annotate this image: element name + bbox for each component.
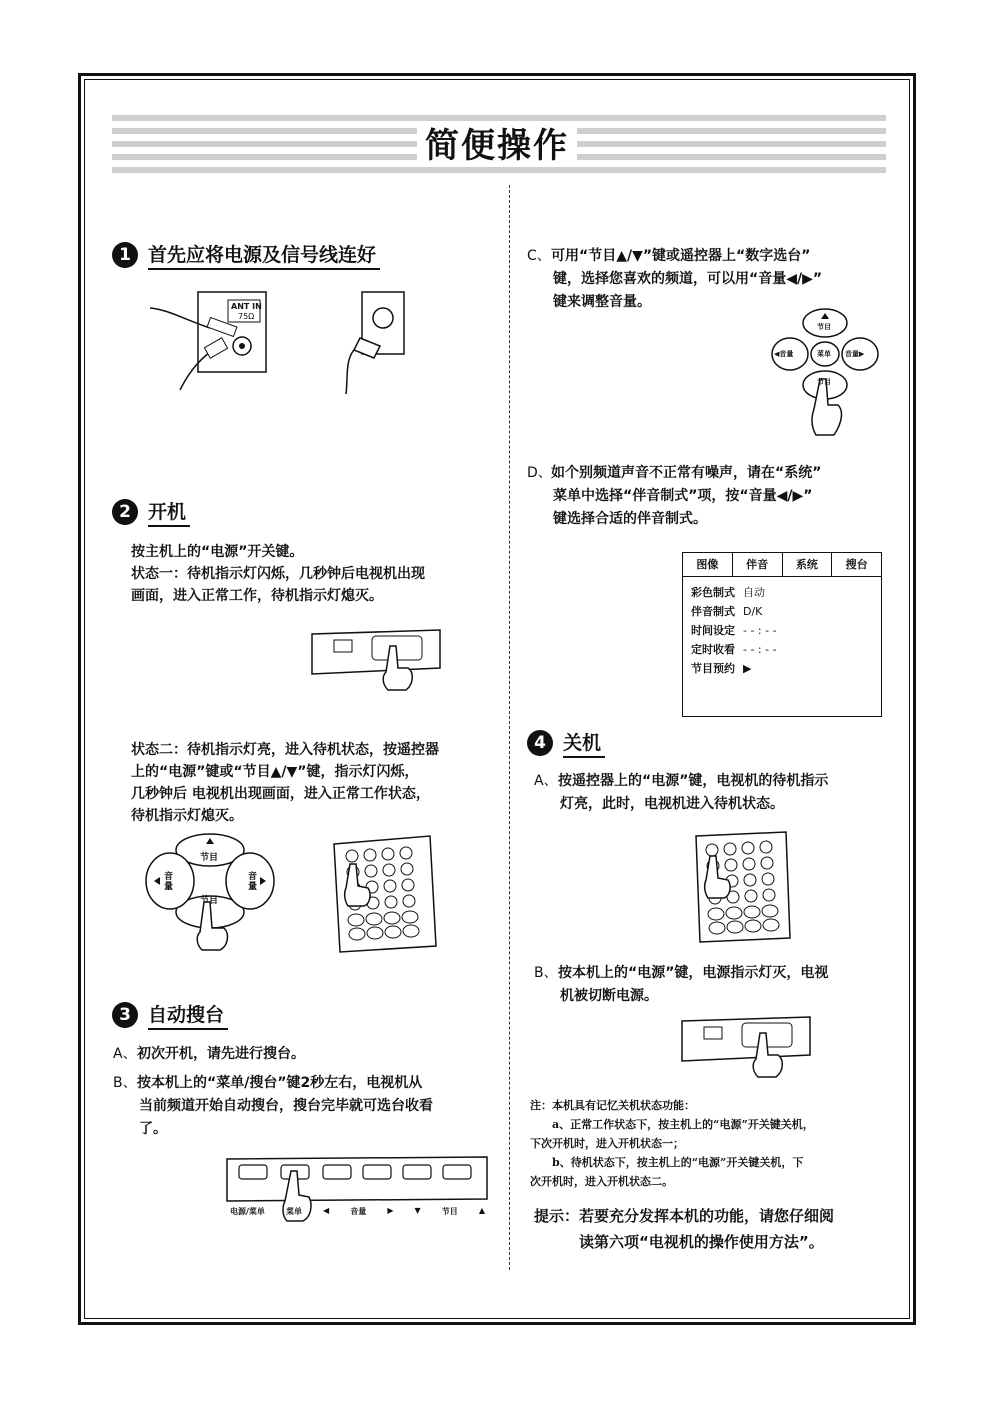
text-line: 读第六项“电视机的操作使用方法”。 [534,1233,824,1251]
text-line: 初次开机，请先进行搜台。 [137,1046,305,1062]
section-title: 自动搜台 [148,1000,228,1030]
pad-right-label: 音量 [248,872,258,892]
menu-row-key: 时间设定 [691,624,735,637]
step-c [527,245,822,314]
menu-row [683,621,881,640]
section-title: 开机 [148,497,190,527]
menu-row-key: 定时收看 [691,643,735,656]
menu-row-value: D/K [743,605,763,618]
nav-pad-left-label: ◀音量 [774,350,794,358]
text-line: 按遥控器上的“电源”键，电视机的待机指示 [558,773,829,789]
power-on-state-two-text [131,739,439,827]
auto-tune-step-b [113,1072,433,1141]
text-line: 键，选择您喜欢的频道，可以用“音量◀/▶” [553,271,823,287]
menu-row [683,602,881,621]
text-line: 画面，进入正常工作，待机指示灯熄灭。 [131,588,383,604]
step-d [527,462,821,531]
text-line: 上的“电源”键或“节目▲/▼”键，指示灯闪烁， [131,764,419,780]
panel-label: 音量 [350,1207,367,1216]
text-line: 提示：若要充分发挥本机的功能，请您仔细阅 [534,1207,835,1225]
menu-row-key: 彩色制式 [691,586,735,599]
menu-tab-system: 系统 [783,553,833,576]
panel-label: ◀ [323,1206,330,1215]
power-off-step-b [534,962,828,1008]
step-prefix: B、 [113,1075,137,1091]
text-line: 可用“节目▲/▼”键或遥控器上“数字选台” [551,248,811,264]
text-line: b、待机状态下，按主机上的“电源”开关键关机，下 [530,1156,804,1169]
front-panel-power-button-illustration [310,628,445,693]
nav-pad-right-label: 音量▶ [845,350,865,358]
power-off-step-a [534,770,828,816]
nav-pad-down-label: 节目 [817,378,831,386]
menu-row [683,659,881,678]
text-line: 按本机上的“电源”键，电源指示灯灭，电视 [558,965,829,981]
text-line: 当前频道开始自动搜台，搜台完毕就可选台收看 [139,1098,433,1114]
pad-left-label: 音量 [164,872,174,892]
text-line: 灯亮，此时，电视机进入待机状态。 [560,796,784,812]
panel-label: 菜单 [285,1207,302,1216]
menu-row-value: ▶ [743,662,752,675]
power-outlet-illustration [340,290,410,395]
menu-tab-bar [683,553,881,577]
section-3-heading [112,1000,228,1030]
tip-text [534,1203,834,1255]
menu-tab-picture: 图像 [683,553,733,576]
menu-row [683,640,881,659]
menu-tab-search: 搜台 [845,558,868,571]
pad-down-label: 节目 [200,896,219,906]
section-title: 关机 [563,728,605,758]
text-line: 几秒钟后 电视机出现画面，进入正常工作状态， [131,786,430,802]
text-line: 键来调整音量。 [553,294,651,310]
step-prefix: B、 [534,965,558,981]
text-line: 次开机时，进入开机状态二。 [530,1175,673,1188]
remote-control-illustration [330,834,438,954]
menu-row-key: 伴音制式 [691,605,735,618]
section-number-badge: 3 [112,1002,138,1028]
text-line: 下次开机时，进入开机状态一； [530,1137,684,1150]
text-line: 机被切断电源。 [560,988,658,1004]
section-number-badge: 2 [112,499,138,525]
section-1-heading [112,240,380,270]
section-number-badge: 4 [527,730,553,756]
section-number-badge: 1 [112,242,138,268]
pad-up-label: 节目 [200,853,219,863]
osd-system-menu [682,552,882,717]
page-title: 简便操作 [0,118,994,167]
front-panel-power-button-illustration [680,1015,815,1080]
text-line: 了。 [139,1121,167,1137]
text-line: 状态二：待机指示灯亮，进入待机状态，按遥控器 [131,742,439,758]
ant-in-label: ANT IN [231,302,262,311]
menu-row-value: 自动 [743,586,765,599]
panel-label: ▼ [414,1206,421,1215]
menu-tab-sound: 伴音 [733,553,783,576]
remote-control-illustration [692,830,792,945]
menu-row-value: - - : - - [743,643,777,656]
nav-pad-center-label: 菜单 [817,350,831,358]
menu-row-value: - - : - - [743,624,777,637]
section-2-heading [112,497,190,527]
column-divider [509,185,510,1270]
memory-function-note [530,1096,890,1191]
header-stripe [112,167,886,173]
text-line: 菜单中选择“伴音制式”项，按“音量◀/▶” [553,488,813,504]
menu-row-key: 节目预约 [691,662,735,675]
section-title: 首先应将电源及信号线连好 [148,240,380,270]
step-prefix: A、 [534,773,558,789]
text-line: a、正常工作状态下，按主机上的“电源”开关键关机， [530,1118,814,1131]
panel-label: ▶ [387,1206,394,1215]
power-on-state-one-text [131,541,425,607]
text-line: 待机指示灯熄灭。 [131,808,243,824]
step-prefix: C、 [527,248,551,264]
text-line: 注：本机具有记忆关机状态功能： [530,1099,695,1112]
text-line: 状态一：待机指示灯闪烁，几秒钟后电视机出现 [131,566,425,582]
panel-label: 电源/菜单 [230,1207,265,1216]
nav-pad-up-label: 节目 [817,323,831,331]
step-prefix: A、 [113,1046,137,1062]
text-line: 键选择合适的伴音制式。 [553,511,707,527]
ohm-label: 75Ω [238,312,255,321]
panel-label: ▲ [478,1206,485,1215]
menu-row [683,583,881,602]
auto-tune-step-a [113,1043,305,1066]
panel-label: 节目 [441,1207,458,1216]
panel-button-labels [230,1206,485,1217]
text-line: 如个别频道声音不正常有噪声，请在“系统” [551,465,822,481]
text-line: 按本机上的“菜单/搜台”键2秒左右，电视机从 [137,1075,423,1091]
section-4-heading [527,728,605,758]
text-line: 按主机上的“电源”开关键。 [131,544,304,560]
step-prefix: D、 [527,465,552,481]
